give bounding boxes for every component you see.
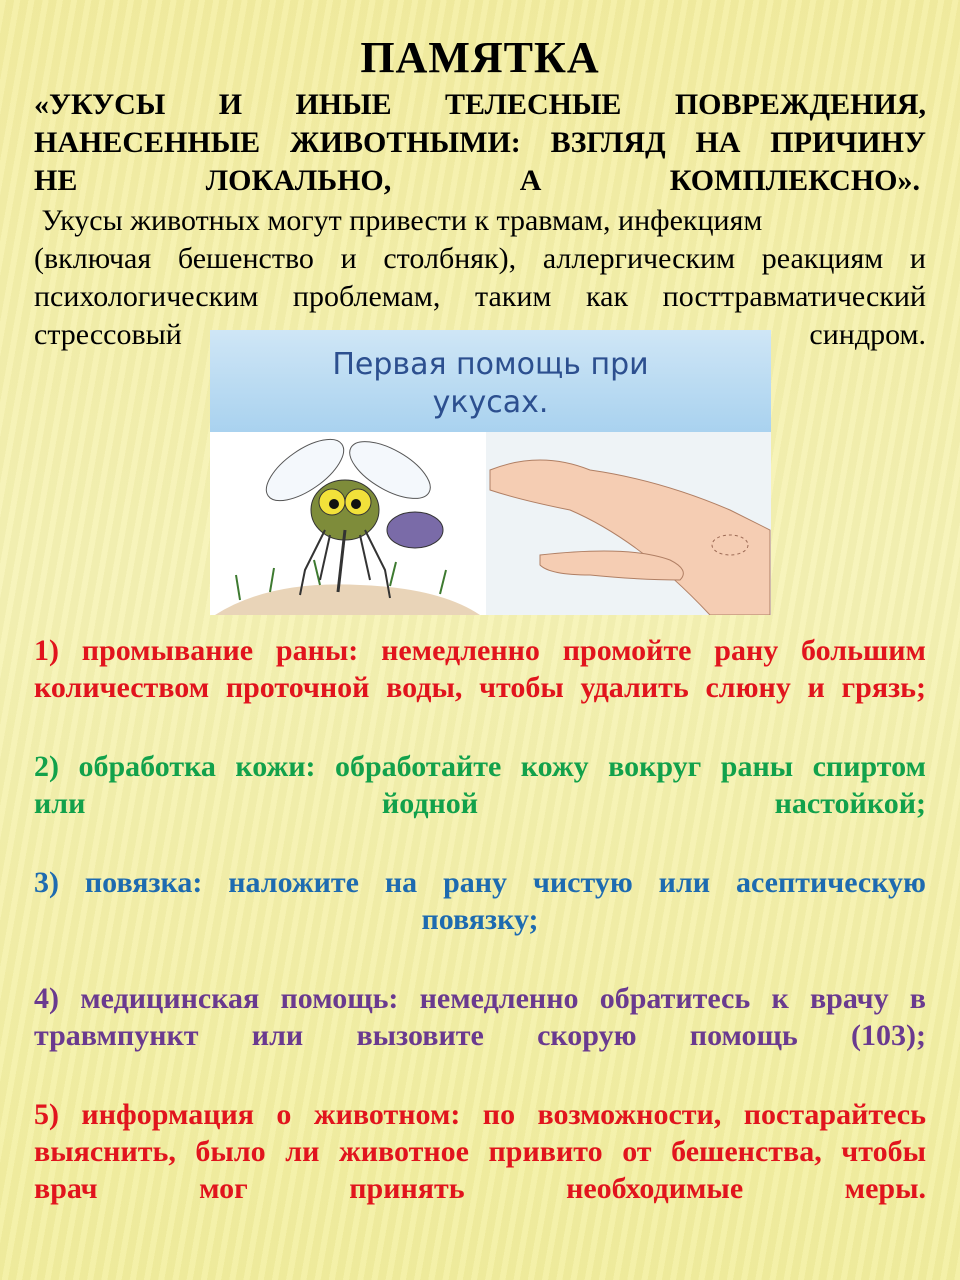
step-item <box>34 980 926 1054</box>
step-line: врач мог принять необходимые меры. <box>34 1172 926 1205</box>
subtitle-line: НАНЕСЕННЫЕ ЖИВОТНЫМИ: ВЗГЛЯД НА ПРИЧИНУ <box>34 126 926 159</box>
step-line: травмпункт или вызовите скорую помощь (103); <box>34 1019 926 1052</box>
memo-subtitle <box>34 86 926 200</box>
intro-last-right: синдром. <box>809 318 926 351</box>
intro-line: Укусы животных могут привести к травмам, инфекциям <box>34 204 763 237</box>
first-aid-illustration <box>210 330 771 615</box>
step-line: 1) промывание раны: немедленно промойте рану большим <box>34 634 926 667</box>
subtitle-line: НЕ ЛОКАЛЬНО, А КОМПЛЕКСНО». <box>34 164 920 197</box>
step-line: 4) медицинская помощь: немедленно обратитесь к врачу в <box>34 982 926 1015</box>
step-line: выяснить, было ли животное привито от бешенства, чтобы <box>34 1135 926 1168</box>
page-title: ПАМЯТКА <box>360 33 600 82</box>
step-item <box>34 748 926 822</box>
intro-line: (включая бешенство и столбняк), аллергическим реакциям и <box>34 242 926 275</box>
banner-line: укусах. <box>432 385 549 420</box>
subtitle-line: «УКУСЫ И ИНЫЕ ТЕЛЕСНЫЕ ПОВРЕЖДЕНИЯ, <box>34 88 926 121</box>
intro-last-left: стрессовый <box>34 318 182 351</box>
memo <box>34 30 926 354</box>
step-line: или йодной настойкой; <box>34 787 926 820</box>
step-line: повязку; <box>421 903 539 936</box>
step-line: количеством проточной воды, чтобы удалить слюну и грязь; <box>34 671 926 704</box>
illustration-art <box>210 330 771 615</box>
step-item <box>34 632 926 706</box>
step-line: 5) информация о животном: по возможности, постарайтесь <box>34 1098 926 1131</box>
step-line: 3) повязка: наложите на рану чистую или асептическую <box>34 866 926 899</box>
first-aid-steps <box>34 632 926 1249</box>
step-line: 2) обработка кожи: обработайте кожу вокруг раны спиртом <box>34 750 926 783</box>
mosquito-icon <box>215 428 480 615</box>
step-item <box>34 1096 926 1207</box>
step-item <box>34 864 926 938</box>
banner-line: Первая помощь при <box>332 347 649 382</box>
intro-line: психологическим проблемам, таким как посттравматический <box>34 280 926 313</box>
hand-icon <box>486 432 771 615</box>
